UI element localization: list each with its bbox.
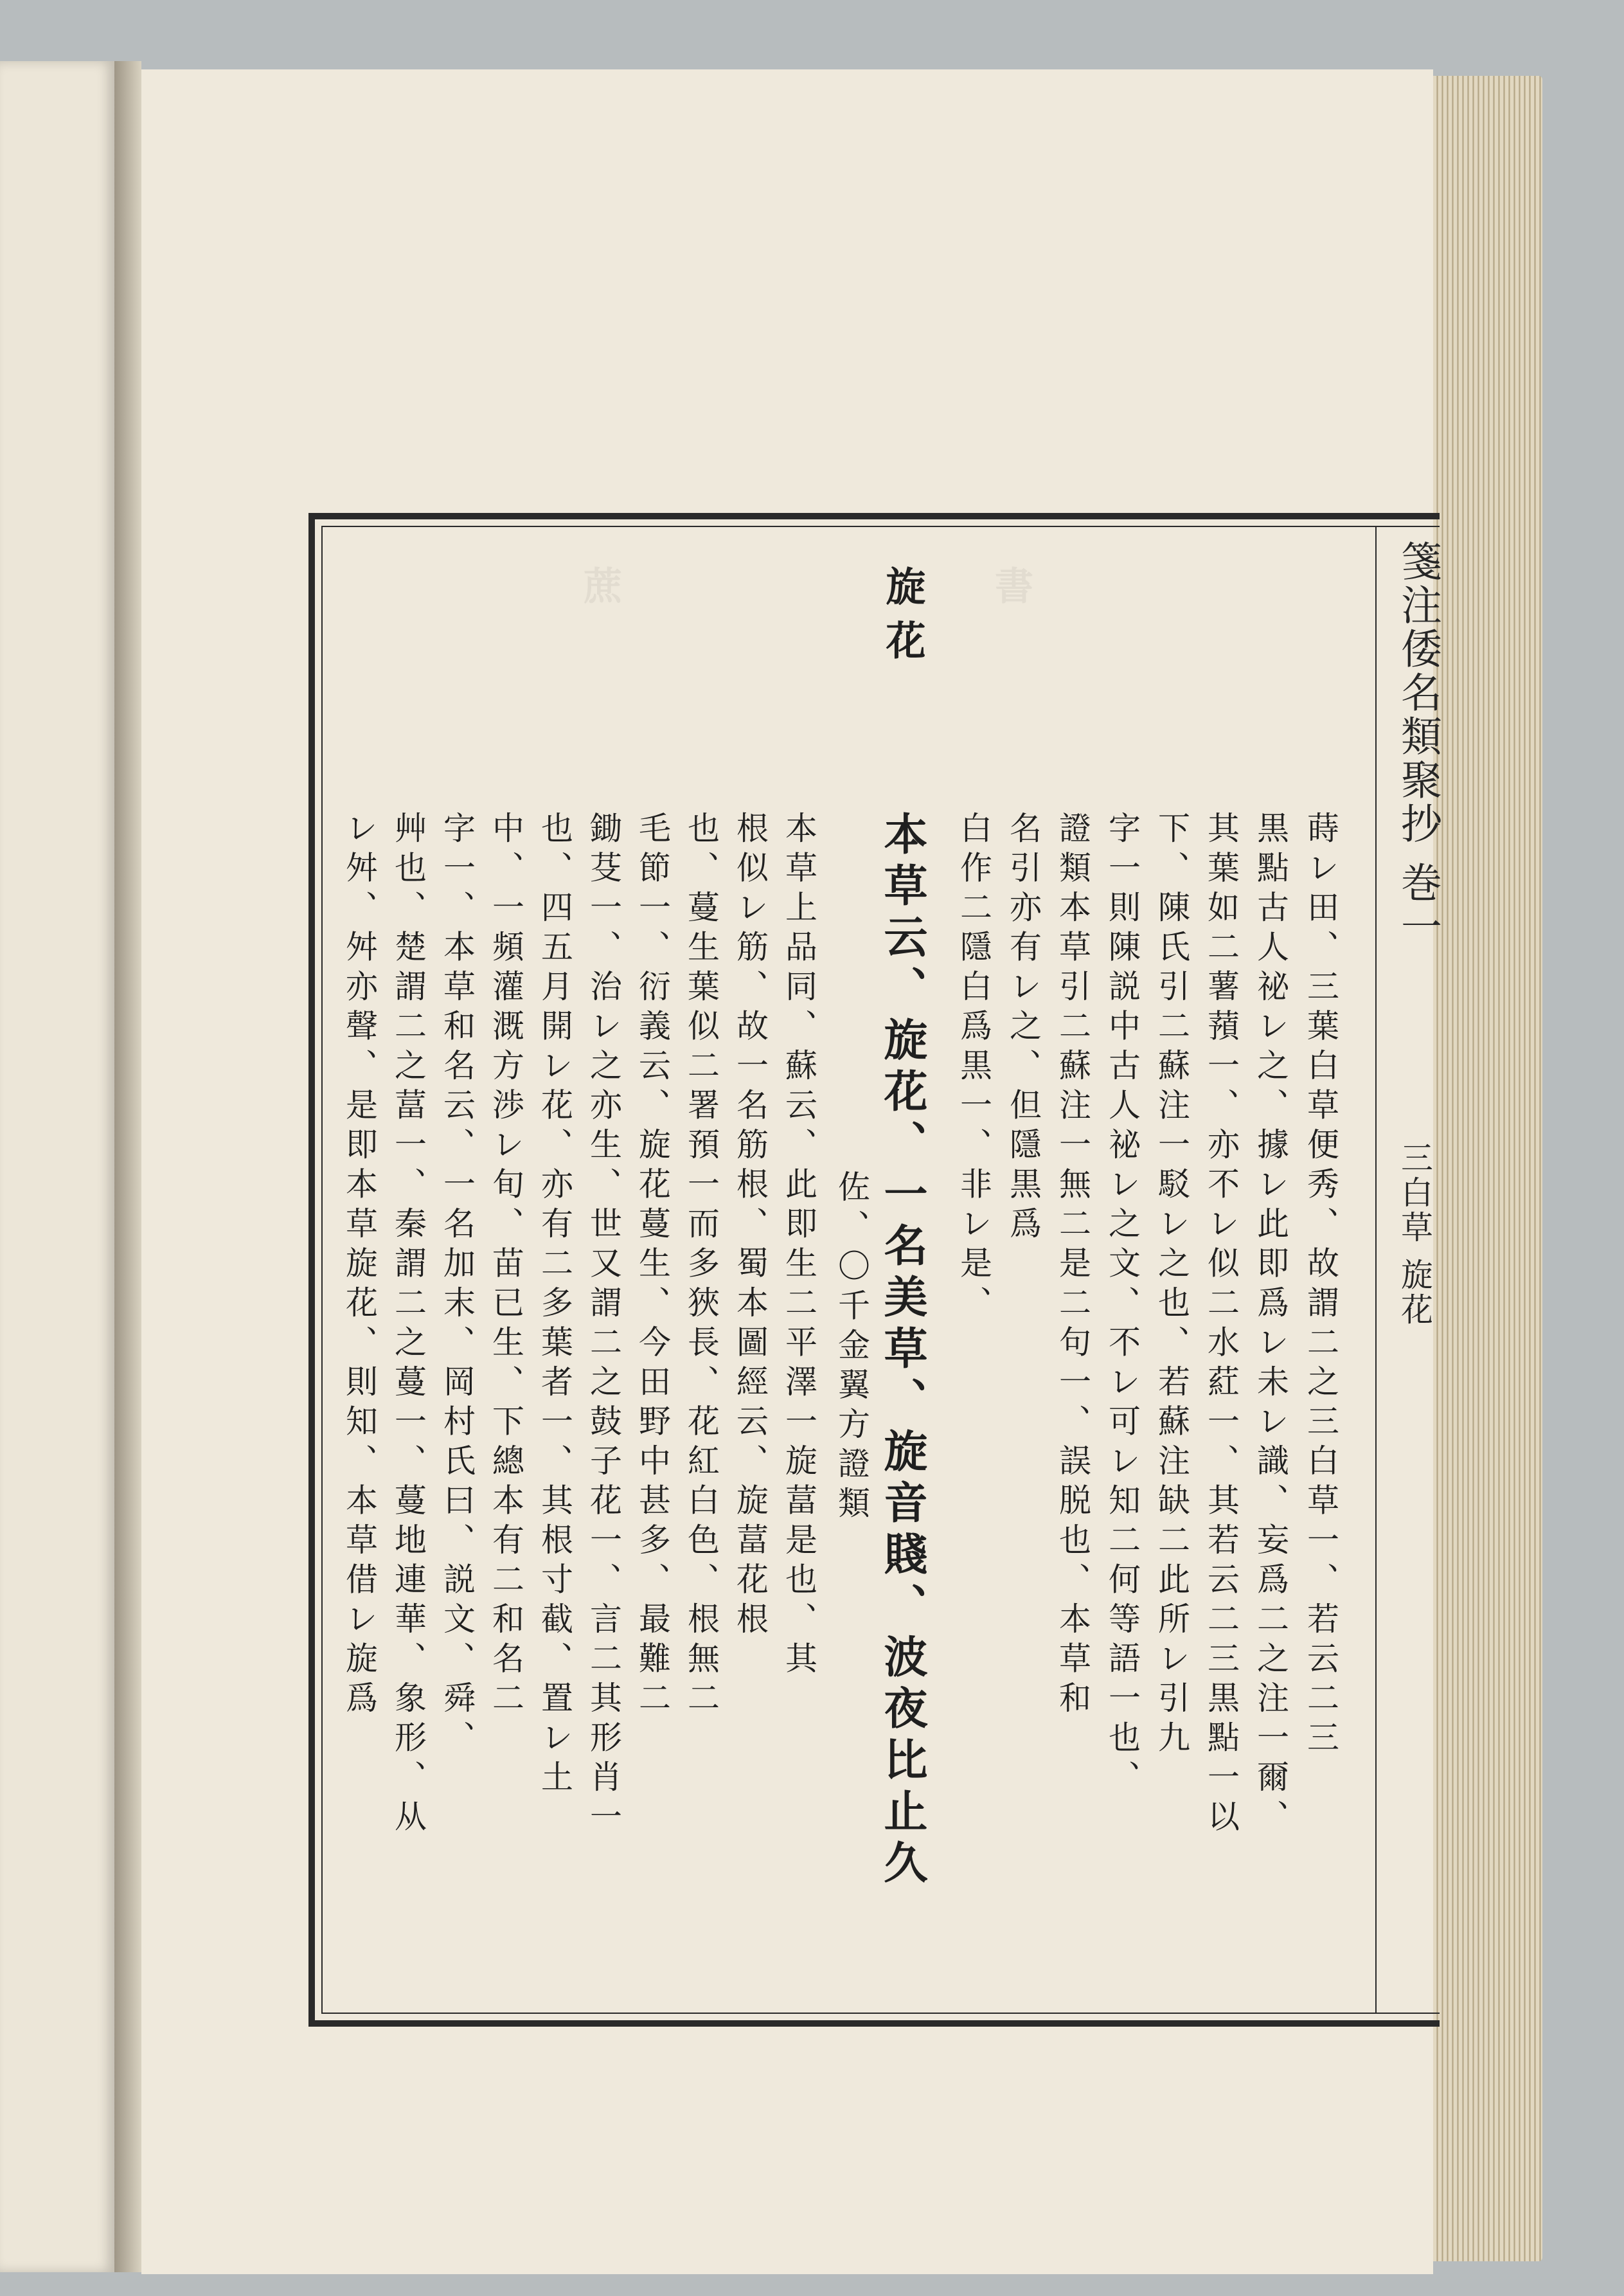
text-column: レ舛、舛亦聲、是即本草旋花、則知、本草借レ旋爲 (341, 811, 378, 1721)
text-column: 本草上品同、蘇云、此即生二平澤一旋葍是也、其 (780, 811, 817, 1681)
text-column: 蒔レ田、三葉白草便秀、故謂二之三白草一、若云二三 (1302, 811, 1339, 1760)
margin-rule (1375, 527, 1377, 2014)
text-column: 名引亦有レ之、但隱黒爲 (1004, 811, 1042, 1246)
entry-title: 旋花 (879, 566, 926, 674)
bleed-through-text: 書 (988, 566, 1033, 604)
left-page (0, 61, 114, 2272)
text-column: 字一、本草和名云、一名加末、岡村氏曰、説文、舜、 (438, 811, 476, 1760)
page-edges (1433, 76, 1542, 2261)
text-column: 白作二隱白爲黒一、非レ是、 (955, 811, 992, 1325)
text-column: 毛節一、衍義云、旋花蔓生、今田野中甚多、最難二 (634, 811, 671, 1721)
text-column: 下、陳氏引二蘇注一駁レ之也、若蘇注缺二此所レ引九 (1153, 811, 1190, 1760)
text-column: 字一則陳説中古人祕レ之文、不レ可レ知二何等語一也、 (1103, 811, 1141, 1800)
text-column: 也、四五月開レ花、亦有二多葉者一、其根寸截、置レ土 (536, 811, 573, 1800)
annotation-column: 佐、〇千金翼方證類 (833, 1170, 870, 1526)
text-column: 根似レ筋、故一名筋根、蜀本圖經云、旋葍花根 (731, 811, 769, 1642)
text-column: 中、一頻灌溉方渉レ旬、苗已生、下總本有二和名二 (487, 811, 524, 1721)
text-column: 其葉如二薯蕷一、亦不レ似二水葒一、其若云二三黒點一以 (1202, 811, 1240, 1839)
text-column: 證類本草引二蘇注一無二是二句一、誤脱也、本草和 (1054, 811, 1091, 1721)
text-column: 也、蔓生葉似二署預一而多狹長、花紅白色、根無二 (683, 811, 720, 1721)
text-column: 黒點古人祕レ之、據レ此即爲レ未レ識、妄爲二之注一爾、 (1252, 811, 1289, 1839)
book-gutter (114, 61, 141, 2272)
running-head: 箋注倭名類聚抄 巻一 (1394, 540, 1441, 949)
text-column: 艸也、楚謂二之葍一、秦謂二之蔓一、蔓地連華、象形、从 (389, 811, 427, 1839)
section-head: 三白草 旋花 (1396, 1141, 1433, 1327)
bleed-through-text: 蔗 (577, 566, 622, 604)
main-entry-column: 本草云、旋花、一名美草、旋音賤、波夜比止久 (877, 811, 928, 1891)
text-column: 鋤芟一、治レ之亦生、世又謂二之鼓子花一、言二其形肖一 (585, 811, 622, 1839)
